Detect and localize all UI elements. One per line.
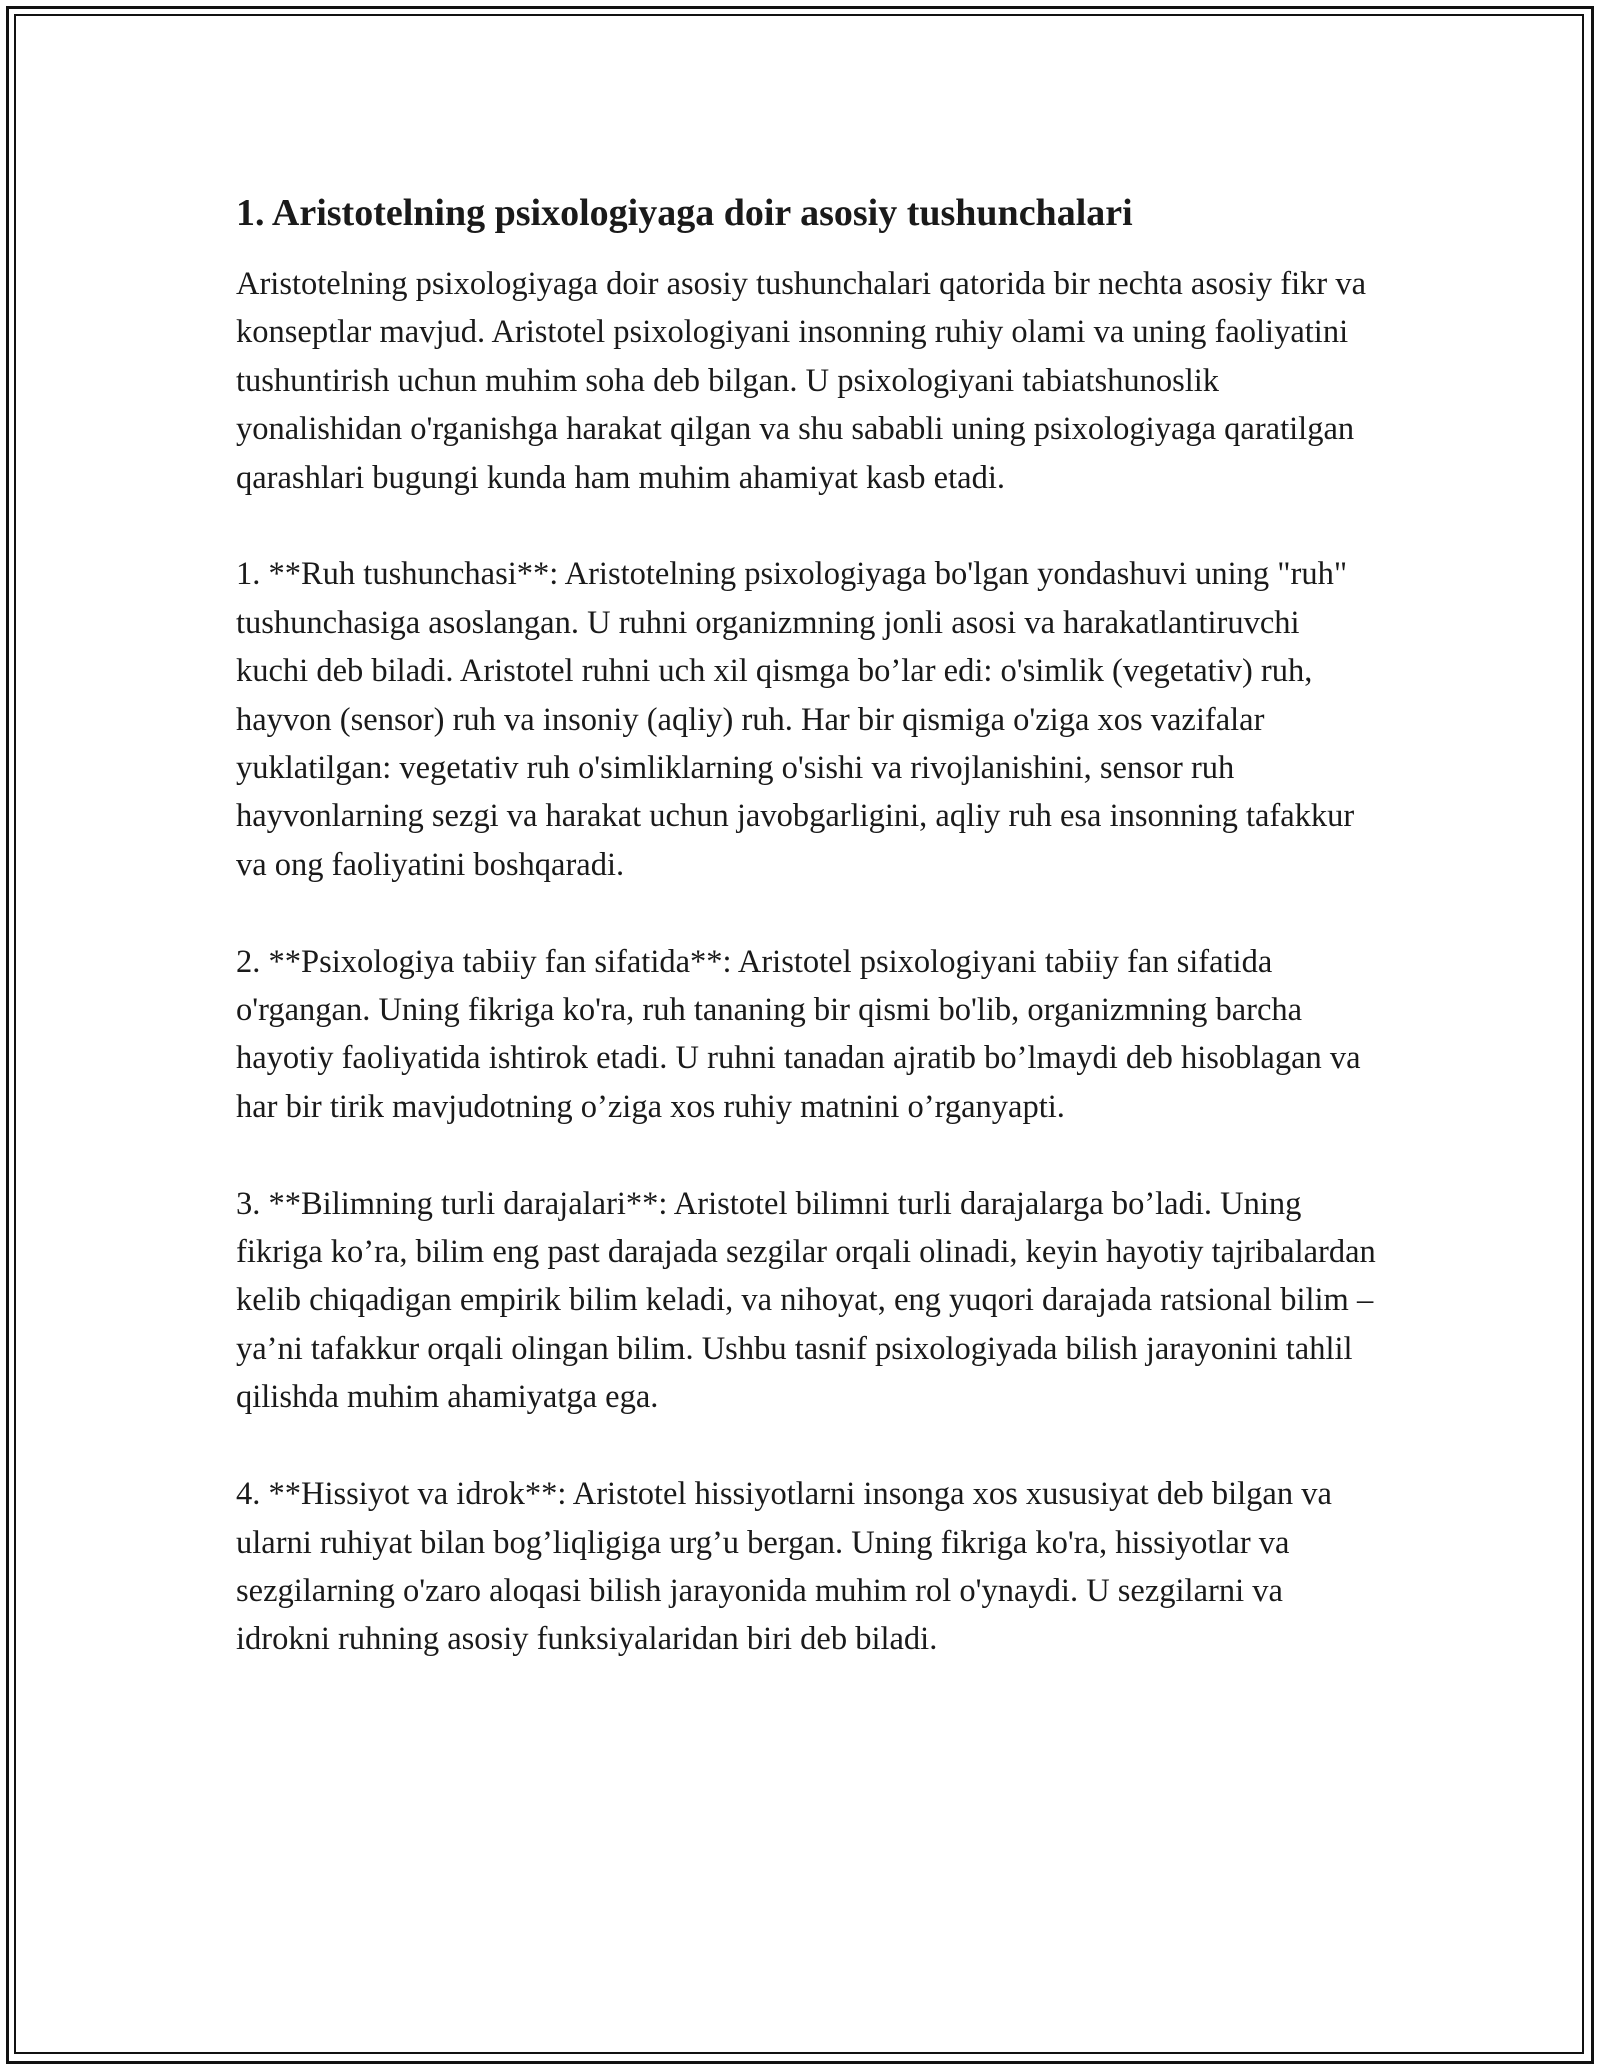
document-heading: 1. Aristotelning psixologiyaga doir asosiy tushunchalari	[236, 192, 1133, 234]
paragraph-intro: Aristotelning psixologiyaga doir asosiy tushunchalari qatorida bir nechta asosiy fikr va konseptlar mavjud. Aristotel psixologiyani insonning ruhiy olami va uning faoliyatini tushuntirish uchun muhim soha deb bilgan. U psixologiyani tabiatshunoslik yonalishidan o'rganishga harakat qilgan va shu sababli uning psixologiyaga qaratilgan qarashlari bugungi kunda ham muhim ahamiyat kasb etadi.	[236, 266, 1367, 496]
document-body	[236, 186, 1376, 1712]
paragraph-ruh-tushunchasi: 1. **Ruh tushunchasi**: Aristotelning psixologiyaga bo'lgan yondashuvi uning "ruh" tushunchasiga asoslangan. U ruhni organizmning jonli asosi va harakatlantiruvchi kuchi deb biladi. Aristotel ruhni uch xil qismga bo’lar edi: o'simlik (vegetativ) ruh, hayvon (sensor) ruh va insoniy (aqliy) ruh. Har bir qismiga o'ziga xos vazifalar yuklatilgan: vegetativ ruh o'simliklarning o'sishi va rivojlanishini, sensor ruh hayvonlarning sezgi va harakat uchun javobgarligini, aqliy ruh esa insonning tafakkur va ong faoliyatini boshqaradi.	[236, 556, 1355, 883]
paragraph-hissiyot-idrok: 4. **Hissiyot va idrok**: Aristotel hissiyotlarni insonga xos xususiyat deb bilgan va ularni ruhiyat bilan bog’liqligiga urg’u bergan. Uning fikriga ko'ra, hissiyotlar va sezgilarning o'zaro aloqasi bilish jarayonida muhim rol o'ynaydi. U sezgilarni va idrokni ruhning asosiy funksiyalaridan biri deb biladi.	[236, 1476, 1332, 1658]
paragraph-tabiiy-fan: 2. **Psixologiya tabiiy fan sifatida**: Aristotel psixologiyani tabiiy fan sifatida o'rgangan. Uning fikriga ko'ra, ruh tananing bir qismi bo'lib, organizmning barcha hayotiy faoliyatida ishtirok etadi. U ruhni tanadan ajratib bo’lmaydi deb hisoblagan va har bir tirik mavjudotning o’ziga xos ruhiy matnini o’rganyapti.	[236, 943, 1361, 1125]
paragraph-bilim-darajalari: 3. **Bilimning turli darajalari**: Aristotel bilimni turli darajalarga bo’ladi. Uning fikriga ko’ra, bilim eng past darajada sezgilar orqali olinadi, keyin hayotiy tajribalardan kelib chiqadigan empirik bilim keladi, va nihoyat, eng yuqori darajada ratsional bilim – ya’ni tafakkur orqali olingan bilim. Ushbu tasnif psixologiyada bilish jarayonini tahlil qilishda muhim ahamiyatga ega.	[236, 1185, 1376, 1416]
